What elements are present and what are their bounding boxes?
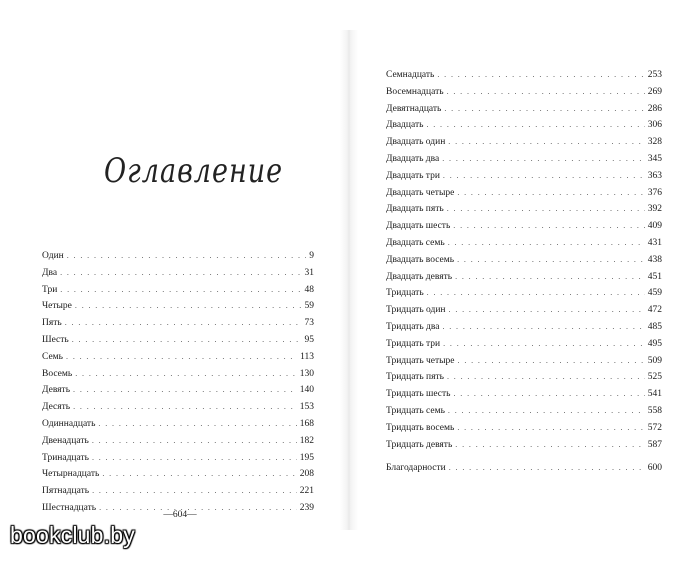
toc-leader-dots xyxy=(449,460,645,477)
toc-entry xyxy=(386,117,662,134)
toc-leader-dots xyxy=(447,201,645,218)
toc-entry xyxy=(42,433,314,450)
toc-leader-dots xyxy=(448,235,645,252)
toc-leader-dots xyxy=(448,134,644,151)
toc-leader-dots xyxy=(457,252,645,269)
toc-leader-dots xyxy=(442,151,645,168)
toc-entry-page: 208 xyxy=(299,469,314,480)
toc-leader-dots xyxy=(443,336,645,353)
toc-entry xyxy=(42,382,314,399)
toc-entry xyxy=(386,151,662,168)
toc-entry-title: Двадцать восемь xyxy=(386,254,455,265)
toc-entry-title: Восемь xyxy=(42,368,73,379)
toc-entry-title: Пятнадцать xyxy=(42,486,90,497)
toc-leader-dots xyxy=(67,248,307,265)
toc-leader-dots xyxy=(92,483,297,500)
toc-entry-title: Один xyxy=(42,251,64,261)
toc-leader-dots xyxy=(72,332,302,349)
toc-entry-title: Восемнадцать xyxy=(386,86,444,97)
toc-entry-page: 525 xyxy=(647,372,662,383)
toc-entry-title: Тридцать семь xyxy=(386,405,445,416)
toc-leader-dots xyxy=(60,265,301,282)
toc-entry-page: 451 xyxy=(647,271,662,282)
page-number: —604— xyxy=(163,510,197,520)
toc-entry-page: 438 xyxy=(647,254,662,265)
toc-entry xyxy=(386,460,662,477)
toc-entry xyxy=(42,466,314,483)
toc-entry xyxy=(42,248,314,265)
toc-entry xyxy=(42,399,314,416)
toc-entry-page: 345 xyxy=(647,153,662,164)
toc-entry-page: 9 xyxy=(309,251,314,261)
toc-entry-page: 182 xyxy=(299,435,314,446)
toc-entry-page: 269 xyxy=(647,86,662,97)
toc-leader-dots xyxy=(447,84,645,101)
toc-entry xyxy=(42,366,314,383)
toc-entry xyxy=(386,101,662,118)
toc-entry xyxy=(42,265,314,282)
toc-entry-title: Десять xyxy=(42,402,71,413)
toc-entry-title: Тринадцать xyxy=(42,452,89,463)
toc-leader-dots xyxy=(457,420,644,437)
toc-entry-title: Двадцать семь xyxy=(386,237,445,248)
toc-entry xyxy=(386,353,662,370)
toc-entry-page: 286 xyxy=(647,103,662,114)
toc-entry-page: 73 xyxy=(304,318,314,329)
toc-entry-page: 572 xyxy=(647,422,662,433)
toc-entry-title: Четыре xyxy=(42,301,72,312)
toc-entry-title: Девятнадцать xyxy=(386,103,442,114)
toc-leader-dots xyxy=(66,349,297,366)
toc-leader-dots xyxy=(75,298,302,315)
toc-entry-page: 485 xyxy=(647,321,662,332)
toc-heading: Оглавление xyxy=(104,152,284,191)
toc-entry-page: 239 xyxy=(299,502,314,513)
toc-entry xyxy=(42,282,314,299)
toc-entry-page: 168 xyxy=(299,418,314,429)
book-gutter xyxy=(340,30,358,530)
toc-entry-page: 541 xyxy=(647,389,662,400)
toc-leader-dots xyxy=(443,168,645,185)
toc-entry-page: 472 xyxy=(647,305,662,316)
toc-leader-dots xyxy=(457,185,644,202)
toc-entry xyxy=(386,336,662,353)
toc-entry-page: 306 xyxy=(647,120,662,131)
toc-leader-dots xyxy=(98,416,296,433)
toc-leader-dots xyxy=(75,366,297,383)
toc-entry-page: 495 xyxy=(647,338,662,349)
toc-entry-title: Двенадцать xyxy=(42,435,89,446)
toc-entry xyxy=(386,269,662,286)
toc-leader-dots xyxy=(92,433,297,450)
toc-entry-title: Два xyxy=(42,267,58,278)
toc-entry-page: 113 xyxy=(300,351,314,362)
toc-entry-title: Тридцать четыре xyxy=(386,355,455,366)
toc-entry-page: 587 xyxy=(647,439,662,450)
toc-entry-title: Тридцать два xyxy=(386,321,440,332)
toc-entry-title: Тридцать шесть xyxy=(386,389,451,400)
toc-leader-dots xyxy=(92,450,297,467)
toc-entry-title: Благодарности xyxy=(386,463,446,474)
toc-leader-dots xyxy=(458,353,645,370)
toc-entry-title: Шестнадцать xyxy=(42,502,97,513)
toc-entry-title: Тридцать девять xyxy=(386,439,453,450)
toc-entry xyxy=(42,450,314,467)
toc-entry-page: 459 xyxy=(647,288,662,299)
toc-entry-title: Одиннадцать xyxy=(42,418,96,429)
toc-entry xyxy=(42,349,314,366)
toc-entry-title: Двадцать пять xyxy=(386,204,444,215)
toc-entry xyxy=(386,437,662,454)
toc-entry xyxy=(386,201,662,218)
toc-entry-page: 48 xyxy=(304,284,314,295)
toc-leader-dots xyxy=(73,399,297,416)
toc-entry-title: Тридцать пять xyxy=(386,372,444,383)
toc-entry xyxy=(386,252,662,269)
toc-entry-page: 140 xyxy=(299,385,314,396)
toc-entry-title: Шесть xyxy=(42,334,69,345)
toc-leader-dots xyxy=(73,382,297,399)
toc-entry-title: Двадцать девять xyxy=(386,271,453,282)
toc-entry xyxy=(386,285,662,302)
toc-leader-dots xyxy=(455,269,645,286)
toc-entry-title: Двадцать четыре xyxy=(386,187,455,198)
toc-entry-page: 600 xyxy=(647,463,662,474)
toc-entry-page: 221 xyxy=(299,486,314,497)
toc-entry-title: Двадцать один xyxy=(386,137,446,148)
toc-entry xyxy=(386,403,662,420)
toc-leader-dots xyxy=(449,302,645,319)
toc-list-right xyxy=(386,67,662,477)
toc-entry-page: 363 xyxy=(647,170,662,181)
toc-entry-title: Двадцать шесть xyxy=(386,221,451,232)
toc-leader-dots xyxy=(426,117,644,134)
toc-entry-page: 95 xyxy=(304,334,314,345)
toc-entry-title: Тридцать xyxy=(386,288,424,299)
toc-entry xyxy=(42,298,314,315)
toc-entry xyxy=(42,315,314,332)
toc-entry-page: 376 xyxy=(647,187,662,198)
toc-entry xyxy=(386,420,662,437)
toc-entry xyxy=(386,218,662,235)
toc-entry-title: Тридцать один xyxy=(386,305,446,316)
toc-entry-page: 409 xyxy=(647,221,662,232)
toc-entry-title: Три xyxy=(42,284,58,295)
toc-entry-page: 392 xyxy=(647,204,662,215)
toc-leader-dots xyxy=(60,282,301,299)
toc-leader-dots xyxy=(448,403,645,420)
toc-list-left xyxy=(42,248,314,517)
toc-entry-title: Семнадцать xyxy=(386,70,435,80)
watermark-text: bookclub.by xyxy=(10,522,135,548)
toc-entry-title: Четырнадцать xyxy=(42,469,100,480)
toc-entry-page: 130 xyxy=(299,368,314,379)
toc-entry-page: 509 xyxy=(647,355,662,366)
left-page xyxy=(18,40,333,520)
toc-entry-page: 31 xyxy=(304,267,314,278)
toc-entry xyxy=(386,369,662,386)
toc-entry-title: Двадцать три xyxy=(386,170,440,181)
toc-entry-page: 253 xyxy=(647,70,662,80)
toc-entry-title: Двадцать xyxy=(386,120,424,131)
toc-entry-page: 431 xyxy=(647,237,662,248)
toc-entry xyxy=(386,134,662,151)
toc-leader-dots xyxy=(65,315,302,332)
toc-leader-dots xyxy=(102,466,296,483)
toc-entry xyxy=(386,84,662,101)
toc-entry xyxy=(42,332,314,349)
toc-entry-page: 59 xyxy=(304,301,314,312)
toc-entry-page: 558 xyxy=(647,405,662,416)
toc-entry-page: 328 xyxy=(647,137,662,148)
toc-entry-title: Пять xyxy=(42,318,62,329)
right-page xyxy=(362,40,682,520)
toc-entry xyxy=(42,416,314,433)
toc-entry xyxy=(386,235,662,252)
toc-entry-title: Девять xyxy=(42,385,71,396)
toc-leader-dots xyxy=(442,319,644,336)
toc-entry-page: 153 xyxy=(299,402,314,413)
toc-entry xyxy=(386,168,662,185)
toc-leader-dots xyxy=(437,67,644,84)
toc-leader-dots xyxy=(447,369,645,386)
toc-entry-title: Тридцать три xyxy=(386,338,441,349)
toc-entry xyxy=(386,386,662,403)
toc-leader-dots xyxy=(455,437,644,454)
toc-leader-dots xyxy=(454,386,645,403)
toc-leader-dots xyxy=(453,218,644,235)
toc-entry xyxy=(386,319,662,336)
toc-entry xyxy=(42,483,314,500)
toc-leader-dots xyxy=(427,285,645,302)
toc-entry-title: Двадцать два xyxy=(386,153,440,164)
toc-leader-dots xyxy=(444,101,644,118)
toc-entry-page: 195 xyxy=(299,452,314,463)
toc-entry-title: Семь xyxy=(42,351,64,362)
toc-entry xyxy=(386,185,662,202)
toc-entry xyxy=(386,67,662,84)
toc-entry xyxy=(386,302,662,319)
toc-entry-title: Тридцать восемь xyxy=(386,422,455,433)
